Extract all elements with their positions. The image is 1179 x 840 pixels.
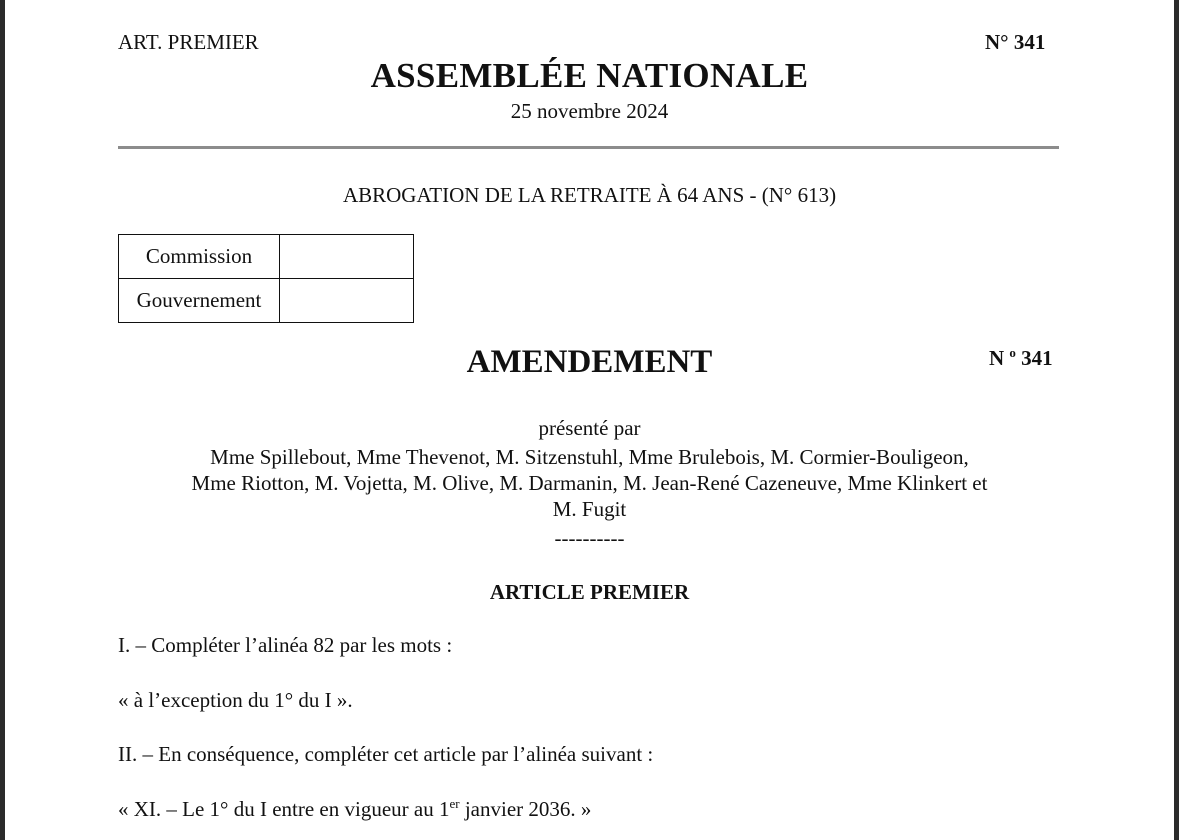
government-label: Gouvernement <box>119 279 280 323</box>
paragraph: « à l’exception du 1° du I ». <box>118 688 353 712</box>
authors-line: Mme Spillebout, Mme Thevenot, M. Sitzenstuhl, Mme Brulebois, M. Cormier-Bouligeon, <box>210 445 969 469</box>
final-text-before: « XI. – Le 1° du I entre en vigueur au 1 <box>118 797 450 821</box>
paragraph-final <box>118 796 591 822</box>
document-page <box>5 0 1174 840</box>
assembly-title: ASSEMBLÉE NATIONALE <box>370 56 809 95</box>
commission-value <box>280 235 414 279</box>
final-text-sup: er <box>449 796 460 811</box>
amendment-number-value: 341 <box>1021 346 1053 370</box>
article-heading: ARTICLE PREMIER <box>489 580 690 604</box>
table-row <box>119 279 414 323</box>
document-date: 25 novembre 2024 <box>510 99 669 123</box>
amendment-number-sup: o <box>1009 345 1016 360</box>
bill-title: ABROGATION DE LA RETRAITE À 64 ANS - (N° 613) <box>342 183 837 207</box>
right-border <box>1174 0 1179 840</box>
separator: ---------- <box>554 526 625 550</box>
authors-list <box>5 444 1174 522</box>
amendment-number <box>989 345 1053 371</box>
paragraph: I. – Compléter l’alinéa 82 par les mots : <box>118 633 453 657</box>
amendment-number-header: N° 341 <box>985 30 1046 54</box>
commission-label: Commission <box>119 235 280 279</box>
final-text-after: janvier 2036. » <box>459 797 592 821</box>
status-table <box>118 234 414 323</box>
amendment-title: AMENDEMENT <box>466 344 713 380</box>
paragraph: II. – En conséquence, compléter cet article par l’alinéa suivant : <box>118 742 654 766</box>
amendment-number-prefix: N <box>989 346 1005 370</box>
table-row <box>119 235 414 279</box>
authors-line: Mme Riotton, M. Vojetta, M. Olive, M. Darmanin, M. Jean-René Cazeneuve, Mme Klinkert et <box>191 471 988 495</box>
authors-line: M. Fugit <box>552 497 627 521</box>
header-divider <box>118 146 1059 149</box>
government-value <box>280 279 414 323</box>
article-reference: ART. PREMIER <box>118 30 259 54</box>
presented-by-label: présenté par <box>538 416 641 440</box>
